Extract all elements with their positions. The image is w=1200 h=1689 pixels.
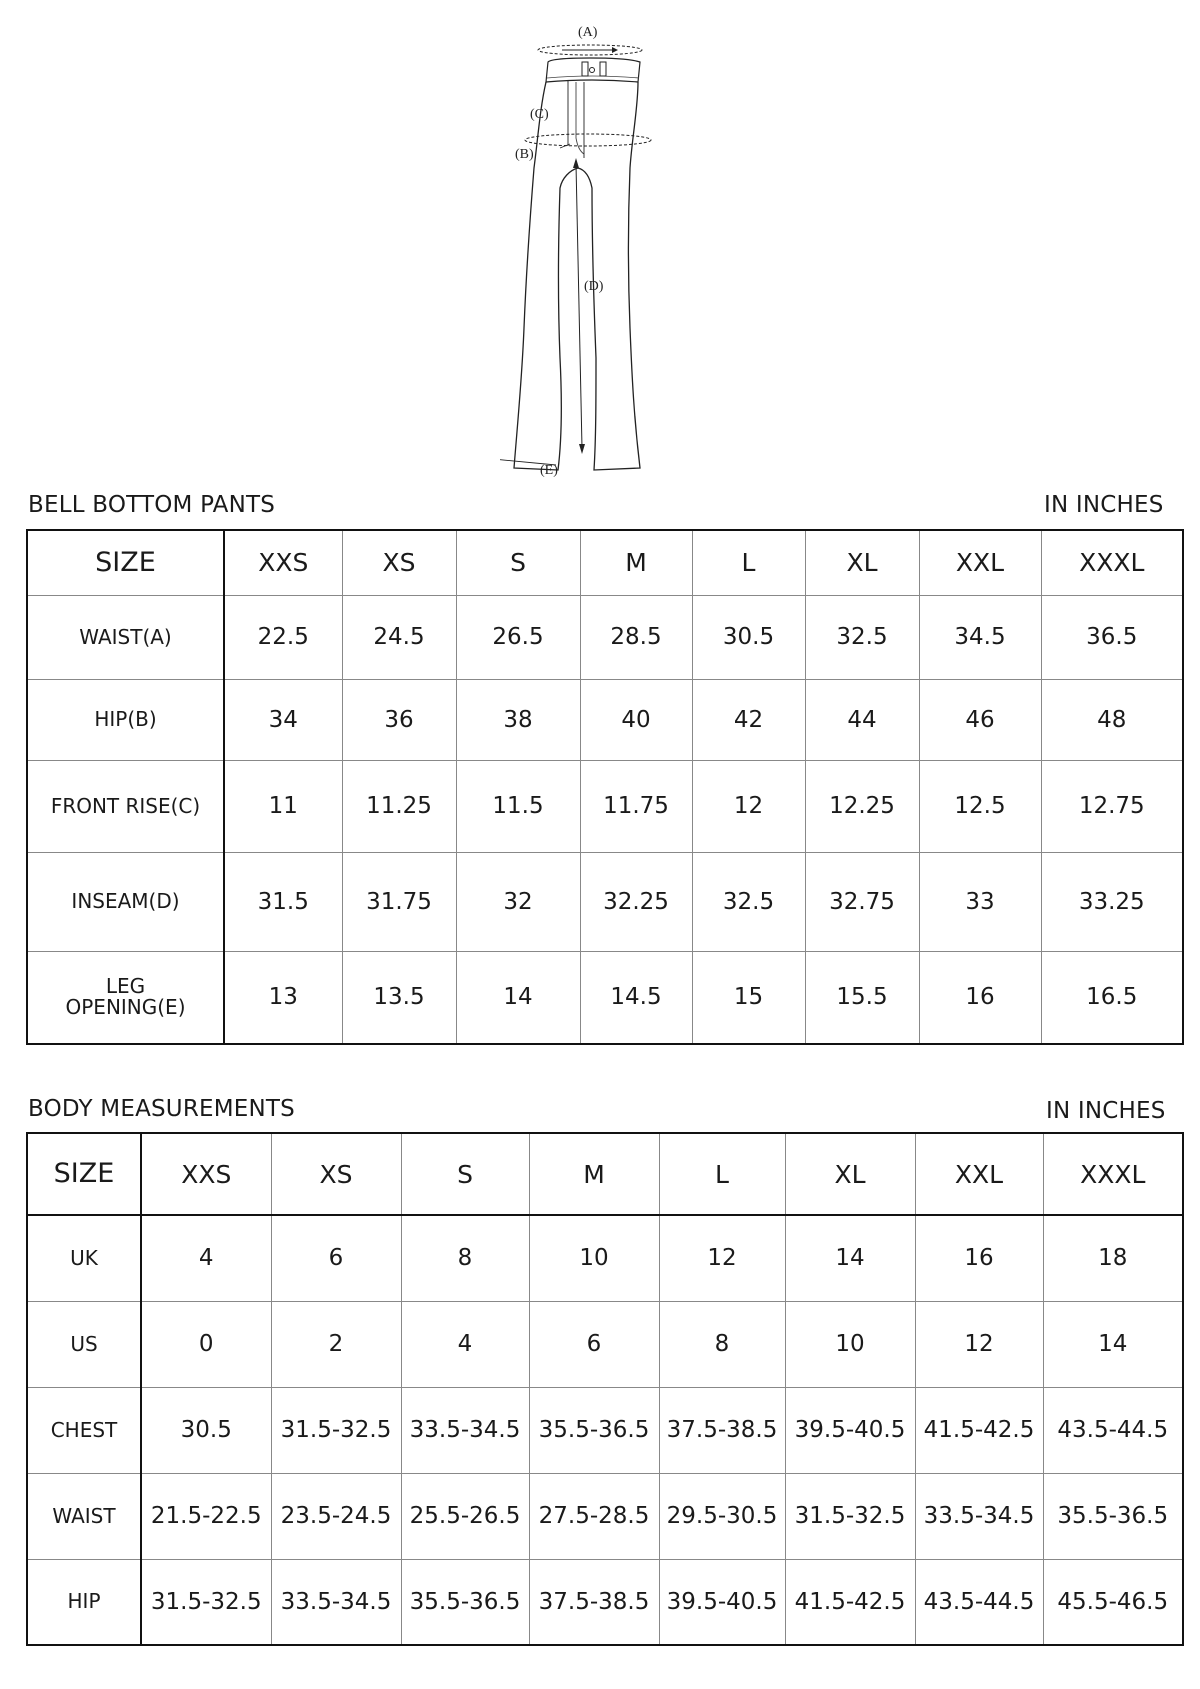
- pants-unit-label: IN INCHES: [1044, 492, 1164, 518]
- row-label-us: US: [27, 1301, 141, 1387]
- table-cell: 31.5-32.5: [141, 1559, 271, 1645]
- table-cell: 34: [224, 679, 342, 760]
- row-label-waist: WAIST(A): [27, 595, 224, 679]
- header-l: L: [659, 1133, 785, 1215]
- table-cell: 8: [401, 1215, 529, 1301]
- header-xl: XL: [805, 530, 919, 595]
- header-xxxl: XXXL: [1041, 530, 1183, 595]
- row-label-hip: HIP: [27, 1559, 141, 1645]
- table-cell: 0: [141, 1301, 271, 1387]
- table-cell: 11: [224, 760, 342, 852]
- header-xs: XS: [342, 530, 456, 595]
- pants-section-title: BELL BOTTOM PANTS: [28, 492, 276, 518]
- header-l: L: [692, 530, 805, 595]
- body-unit-label: IN INCHES: [1046, 1098, 1166, 1124]
- table-cell: 6: [271, 1215, 401, 1301]
- table-cell: 43.5-44.5: [1043, 1387, 1183, 1473]
- body-measurements-table: [26, 1132, 1184, 1646]
- table-cell: 16: [915, 1215, 1043, 1301]
- table-cell: 33.25: [1041, 852, 1183, 951]
- table-cell: 12.75: [1041, 760, 1183, 852]
- table-cell: 15: [692, 951, 805, 1044]
- label-b: (B): [515, 147, 534, 162]
- table-cell: 39.5-40.5: [785, 1387, 915, 1473]
- table-cell: 44: [805, 679, 919, 760]
- table-cell: 12: [659, 1215, 785, 1301]
- table-cell: 31.75: [342, 852, 456, 951]
- table-row: [27, 852, 1183, 951]
- table-cell: 31.5: [224, 852, 342, 951]
- table-cell: 33.5-34.5: [401, 1387, 529, 1473]
- header-xl: XL: [785, 1133, 915, 1215]
- table-cell: 34.5: [919, 595, 1041, 679]
- table-cell: 12.25: [805, 760, 919, 852]
- table-cell: 22.5: [224, 595, 342, 679]
- header-xxs: XXS: [141, 1133, 271, 1215]
- table-cell: 28.5: [580, 595, 692, 679]
- fly-stitch: [576, 82, 584, 154]
- table-cell: 41.5-42.5: [915, 1387, 1043, 1473]
- row-label-inseam: INSEAM(D): [27, 852, 224, 951]
- table-cell: 31.5-32.5: [271, 1387, 401, 1473]
- header-xxl: XXL: [919, 530, 1041, 595]
- table-cell: 12: [915, 1301, 1043, 1387]
- table-cell: 38: [456, 679, 580, 760]
- table-cell: 10: [529, 1215, 659, 1301]
- belt-loop-right: [600, 62, 606, 76]
- table-cell: 14: [1043, 1301, 1183, 1387]
- waistband: [546, 58, 640, 82]
- table-cell: 11.25: [342, 760, 456, 852]
- table-cell: 4: [401, 1301, 529, 1387]
- table-cell: 35.5-36.5: [529, 1387, 659, 1473]
- header-size: SIZE: [27, 1133, 141, 1215]
- table-row: [27, 1473, 1183, 1559]
- table-cell: 14.5: [580, 951, 692, 1044]
- pants-outline: [514, 82, 640, 470]
- row-label-uk: UK: [27, 1215, 141, 1301]
- table-cell: 40: [580, 679, 692, 760]
- waistband-seam: [547, 76, 639, 78]
- table-cell: 13.5: [342, 951, 456, 1044]
- hip-arrow: [560, 144, 570, 148]
- table-cell: 32.5: [692, 852, 805, 951]
- table-cell: 32.25: [580, 852, 692, 951]
- button: [590, 68, 595, 73]
- table-cell: 46: [919, 679, 1041, 760]
- header-m: M: [580, 530, 692, 595]
- table-cell: 27.5-28.5: [529, 1473, 659, 1559]
- table-cell: 32: [456, 852, 580, 951]
- table-cell: 32.5: [805, 595, 919, 679]
- table-cell: 31.5-32.5: [785, 1473, 915, 1559]
- table-cell: 35.5-36.5: [1043, 1473, 1183, 1559]
- table-row: [27, 1559, 1183, 1645]
- table-cell: 16.5: [1041, 951, 1183, 1044]
- belt-loop-left: [582, 62, 588, 76]
- body-header-row: [27, 1133, 1183, 1215]
- table-cell: 2: [271, 1301, 401, 1387]
- table-cell: 25.5-26.5: [401, 1473, 529, 1559]
- table-cell: 24.5: [342, 595, 456, 679]
- table-cell: 16: [919, 951, 1041, 1044]
- table-cell: 23.5-24.5: [271, 1473, 401, 1559]
- row-label-front-rise: FRONT RISE(C): [27, 760, 224, 852]
- row-label-hip: HIP(B): [27, 679, 224, 760]
- table-cell: 30.5: [141, 1387, 271, 1473]
- table-cell: 32.75: [805, 852, 919, 951]
- waist-arrowhead: [612, 47, 618, 53]
- table-cell: 37.5-38.5: [659, 1387, 785, 1473]
- table-cell: 42: [692, 679, 805, 760]
- header-m: M: [529, 1133, 659, 1215]
- table-cell: 26.5: [456, 595, 580, 679]
- table-cell: 12: [692, 760, 805, 852]
- row-label-line: LEG: [105, 974, 146, 999]
- table-cell: 35.5-36.5: [401, 1559, 529, 1645]
- pants-sketch: [500, 18, 700, 520]
- table-row: [27, 1301, 1183, 1387]
- header-size: SIZE: [27, 530, 224, 595]
- table-row: [27, 760, 1183, 852]
- header-xxs: XXS: [224, 530, 342, 595]
- inseam-arrowhead-top: [573, 158, 579, 168]
- table-cell: 33.5-34.5: [915, 1473, 1043, 1559]
- table-cell: 21.5-22.5: [141, 1473, 271, 1559]
- table-cell: 4: [141, 1215, 271, 1301]
- label-e: (E): [540, 463, 558, 478]
- table-cell: 13: [224, 951, 342, 1044]
- table-row: [27, 951, 1183, 1044]
- row-label-waist: WAIST: [27, 1473, 141, 1559]
- table-cell: 6: [529, 1301, 659, 1387]
- table-cell: 48: [1041, 679, 1183, 760]
- inseam-arrowhead-bottom: [579, 444, 585, 454]
- label-a: (A): [578, 25, 598, 40]
- table-cell: 29.5-30.5: [659, 1473, 785, 1559]
- header-s: S: [456, 530, 580, 595]
- table-cell: 14: [456, 951, 580, 1044]
- pants-header-row: [27, 530, 1183, 595]
- pants-size-table: [26, 529, 1184, 1045]
- table-cell: 39.5-40.5: [659, 1559, 785, 1645]
- header-xxl: XXL: [915, 1133, 1043, 1215]
- table-cell: 33.5-34.5: [271, 1559, 401, 1645]
- table-cell: 15.5: [805, 951, 919, 1044]
- header-xxxl: XXXL: [1043, 1133, 1183, 1215]
- row-label-chest: CHEST: [27, 1387, 141, 1473]
- table-cell: 8: [659, 1301, 785, 1387]
- table-cell: 12.5: [919, 760, 1041, 852]
- label-c: (C): [530, 107, 549, 122]
- table-cell: 36: [342, 679, 456, 760]
- table-cell: 37.5-38.5: [529, 1559, 659, 1645]
- table-cell: 10: [785, 1301, 915, 1387]
- table-cell: 30.5: [692, 595, 805, 679]
- inseam-line: [576, 164, 582, 448]
- table-cell: 36.5: [1041, 595, 1183, 679]
- table-cell: 41.5-42.5: [785, 1559, 915, 1645]
- pants-diagram: [500, 18, 700, 520]
- table-row: [27, 1215, 1183, 1301]
- header-xs: XS: [271, 1133, 401, 1215]
- table-cell: 14: [785, 1215, 915, 1301]
- table-row: [27, 595, 1183, 679]
- table-row: [27, 679, 1183, 760]
- table-row: [27, 1387, 1183, 1473]
- table-cell: 45.5-46.5: [1043, 1559, 1183, 1645]
- table-cell: 18: [1043, 1215, 1183, 1301]
- header-s: S: [401, 1133, 529, 1215]
- table-cell: 33: [919, 852, 1041, 951]
- label-d: (D): [584, 279, 604, 294]
- row-label-leg-opening: [27, 951, 224, 1044]
- table-cell: 11.75: [580, 760, 692, 852]
- table-cell: 43.5-44.5: [915, 1559, 1043, 1645]
- table-cell: 11.5: [456, 760, 580, 852]
- row-label-line: OPENING(E): [65, 995, 186, 1020]
- body-section-title: BODY MEASUREMENTS: [28, 1096, 295, 1122]
